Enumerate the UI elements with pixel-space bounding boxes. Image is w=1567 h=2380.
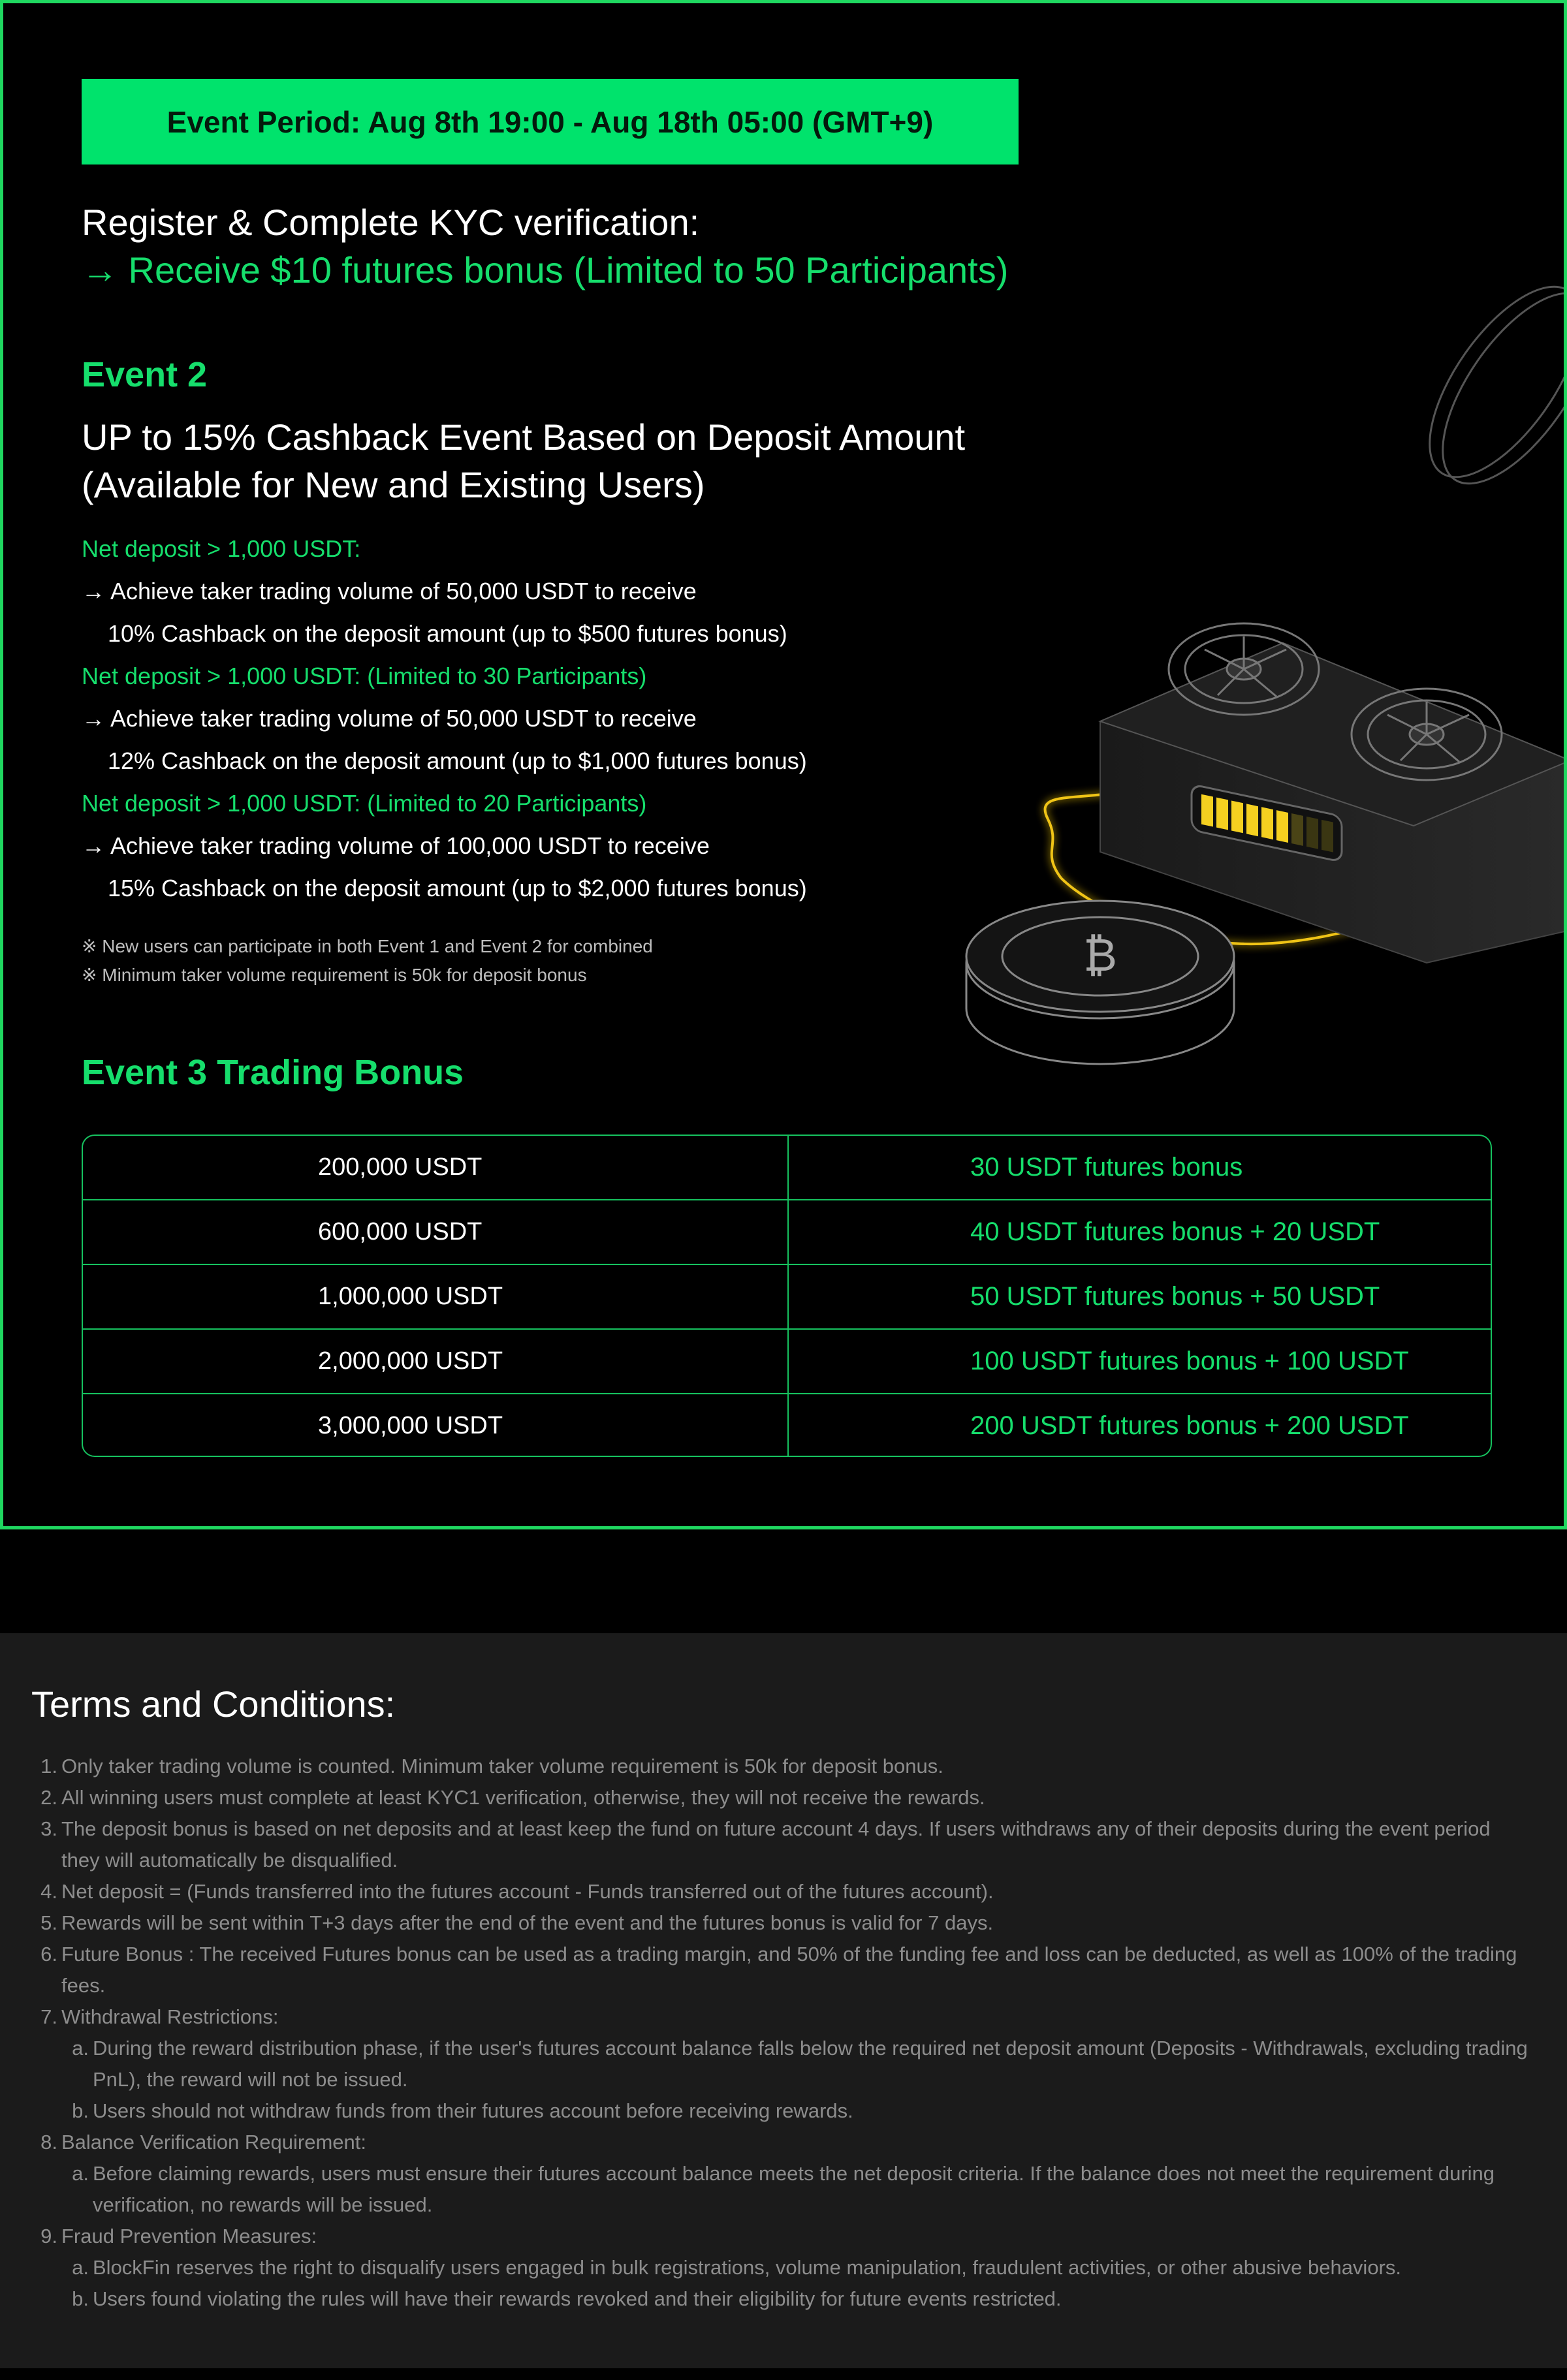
terms-subitem <box>31 2158 1533 2221</box>
terms-subitem-letter: a. <box>72 2037 89 2059</box>
terms-item-text: The deposit bonus is based on net deposits and at least keep the fund on future account 4 days. If users withdraws any of their deposits during the event period they will automatically be disqualified. <box>61 1817 1491 1871</box>
event3-label: Event 3 Trading Bonus <box>82 1053 464 1092</box>
terms-item-text: Balance Verification Requirement: <box>61 2131 366 2153</box>
svg-text:₿: ₿ <box>1083 928 1117 982</box>
volume-cell: 2,000,000 USDT <box>318 1347 503 1375</box>
tier-1-line-2: 10% Cashback on the deposit amount (up to $500 futures bonus) <box>108 620 787 647</box>
terms-item-number: 5. <box>40 1911 57 1934</box>
terms-item-text: Future Bonus : The received Futures bonus can be used as a trading margin, and 50% of the funding fee and loss can be deducted, as well as 100% of the trading fees. <box>61 1943 1517 1997</box>
terms-item-number: 2. <box>40 1786 57 1809</box>
terms-subitem <box>31 2252 1533 2283</box>
tier-2-line-1: → Achieve taker trading volume of 50,000 USDT to receive <box>82 705 697 732</box>
terms-subitem <box>31 2033 1533 2095</box>
terms-section <box>0 1633 1567 2368</box>
terms-item <box>31 2001 1533 2033</box>
terms-title: Terms and Conditions: <box>31 1683 396 1725</box>
event2-headline-2: (Available for New and Existing Users) <box>82 464 705 505</box>
bitcoin-coin-icon <box>966 901 1234 1064</box>
table-divider <box>83 1199 1491 1200</box>
volume-cell: 600,000 USDT <box>318 1218 483 1245</box>
table-row <box>83 1265 1491 1328</box>
terms-item-number: 1. <box>40 1755 57 1777</box>
tier-3-line-1: → Achieve taker trading volume of 100,000 USDT to receive <box>82 832 710 859</box>
terms-item-text: Fraud Prevention Measures: <box>61 2225 317 2247</box>
event1-reward: → Receive $10 futures bonus (Limited to 50 Participants) <box>82 249 1009 290</box>
table-row <box>83 1394 1491 1457</box>
volume-cell: 3,000,000 USDT <box>318 1412 503 1439</box>
table-divider <box>787 1136 789 1456</box>
terms-item-text: All winning users must complete at least KYC1 verification, otherwise, they will not receive the rewards. <box>61 1786 985 1809</box>
tier-2-condition: Net deposit > 1,000 USDT: (Limited to 30 Participants) <box>82 663 647 689</box>
tier-3-condition: Net deposit > 1,000 USDT: (Limited to 20 Participants) <box>82 790 647 817</box>
terms-item <box>31 1907 1533 1939</box>
table-divider <box>83 1328 1491 1330</box>
bonus-cell: 40 USDT futures bonus + 20 USDT <box>970 1217 1380 1246</box>
terms-item <box>31 2127 1533 2158</box>
terms-subitem-letter: a. <box>72 2256 89 2279</box>
floating-coin-icon <box>1401 263 1567 508</box>
terms-item <box>31 2221 1533 2252</box>
terms-item <box>31 1939 1533 2001</box>
terms-subitem-text: BlockFin reserves the right to disqualify users engaged in bulk registrations, volume manipulation, fraudulent activities, or other abusive behaviors. <box>93 2256 1401 2279</box>
event-period-banner: Event Period: Aug 8th 19:00 - Aug 18th 05:00 (GMT+9) <box>82 79 1019 164</box>
bonus-cell: 50 USDT futures bonus + 50 USDT <box>970 1282 1380 1311</box>
volume-cell: 1,000,000 USDT <box>318 1283 503 1310</box>
terms-item <box>31 1751 1533 1782</box>
terms-item-number: 7. <box>40 2005 57 2028</box>
terms-item-number: 3. <box>40 1817 57 1840</box>
terms-item <box>31 1876 1533 1907</box>
table-divider <box>83 1393 1491 1394</box>
table-row <box>83 1136 1491 1199</box>
event2-note-2: ※ Minimum taker volume requirement is 50k for deposit bonus <box>82 965 587 985</box>
event2-note-1: ※ New users can participate in both Event 1 and Event 2 for combined <box>82 936 653 956</box>
volume-cell: 200,000 USDT <box>318 1153 483 1181</box>
terms-item-text: Rewards will be sent within T+3 days after the end of the event and the futures bonus is valid for 7 days. <box>61 1911 994 1934</box>
terms-subitem <box>31 2095 1533 2127</box>
bonus-cell: 30 USDT futures bonus <box>970 1153 1243 1182</box>
terms-item-number: 6. <box>40 1943 57 1965</box>
bonus-cell: 100 USDT futures bonus + 100 USDT <box>970 1347 1409 1375</box>
event2-headline-1: UP to 15% Cashback Event Based on Deposit Amount <box>82 416 966 458</box>
terms-list <box>31 1751 1533 2315</box>
terms-subitem-letter: a. <box>72 2162 89 2185</box>
tier-1-condition: Net deposit > 1,000 USDT: <box>82 535 361 562</box>
event1-title: Register & Complete KYC verification: <box>82 202 700 243</box>
terms-item <box>31 1813 1533 1876</box>
terms-subitem-text: During the reward distribution phase, if the user's futures account balance falls below the required net deposit amount (Deposits - Withdrawals, excluding trading PnL), the reward will not be issued. <box>93 2037 1528 2091</box>
terms-subitem <box>31 2283 1533 2315</box>
terms-subitem-text: Users found violating the rules will have their rewards revoked and their eligibility for future events restricted. <box>93 2287 1062 2310</box>
terms-subitem-letter: b. <box>72 2099 89 2122</box>
terms-item-number: 8. <box>40 2131 57 2153</box>
terms-subitem-letter: b. <box>72 2287 89 2310</box>
table-row <box>83 1200 1491 1264</box>
terms-item <box>31 1782 1533 1813</box>
mining-rig-illustration <box>957 251 1567 1074</box>
terms-item-number: 4. <box>40 1880 57 1903</box>
tier-1-line-1: → Achieve taker trading volume of 50,000 USDT to receive <box>82 578 697 604</box>
event2-label: Event 2 <box>82 355 208 394</box>
tier-2-line-2: 12% Cashback on the deposit amount (up to $1,000 futures bonus) <box>108 747 807 774</box>
trading-bonus-table <box>82 1135 1492 1457</box>
terms-subitem-text: Before claiming rewards, users must ensure their futures account balance meets the net deposit criteria. If the balance does not meet the requirement during verification, no rewards will be issued. <box>93 2162 1495 2216</box>
terms-item-text: Net deposit = (Funds transferred into the futures account - Funds transferred out of the futures account). <box>61 1880 994 1903</box>
terms-item-text: Only taker trading volume is counted. Minimum taker volume requirement is 50k for deposit bonus. <box>61 1755 943 1777</box>
table-divider <box>83 1264 1491 1265</box>
table-row <box>83 1330 1491 1393</box>
tier-3-line-2: 15% Cashback on the deposit amount (up to $2,000 futures bonus) <box>108 875 807 901</box>
terms-item-text: Withdrawal Restrictions: <box>61 2005 279 2028</box>
terms-item-number: 9. <box>40 2225 57 2247</box>
terms-subitem-text: Users should not withdraw funds from their futures account before receiving rewards. <box>93 2099 853 2122</box>
bonus-cell: 200 USDT futures bonus + 200 USDT <box>970 1411 1409 1440</box>
